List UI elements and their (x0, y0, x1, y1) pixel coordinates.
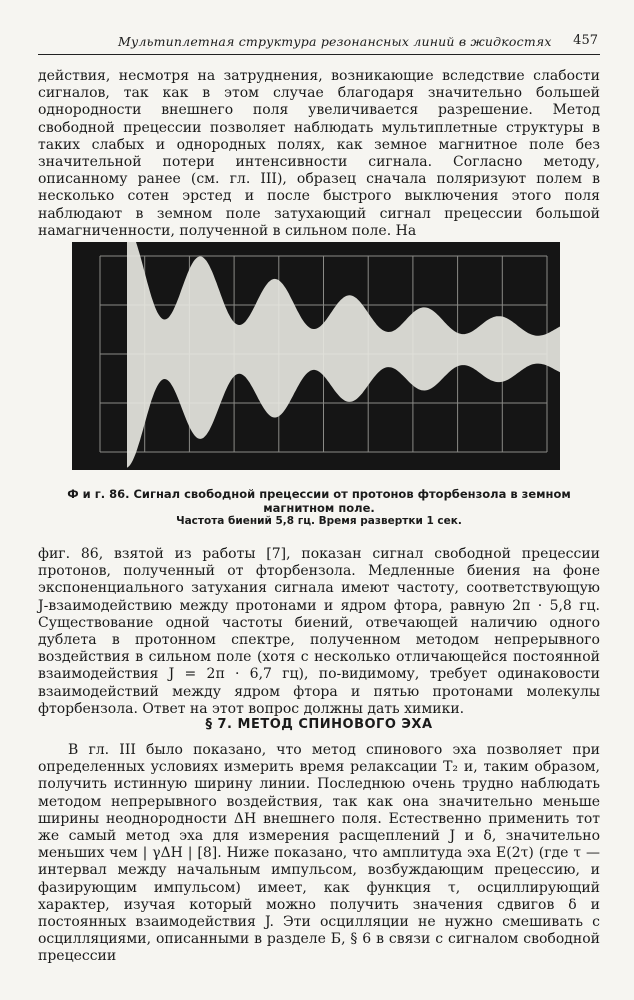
oscillogram (72, 242, 560, 470)
figure-caption-sub: Частота биений 5,8 гц. Время развертки 1 сек. (176, 515, 462, 527)
running-title: Мультиплетная структура резонансных линий в жидкостях (118, 34, 552, 49)
section-title: § 7. МЕТОД СПИНОВОГО ЭХА (205, 717, 433, 732)
oscilloscope-figure (72, 242, 560, 470)
figure-caption: Ф и г. 86. Сигнал свободной прецессии от протонов фторбензола в земном магнитном поле. (67, 487, 571, 515)
paragraph-1: действия, несмотря на затруднения, возникающие вследствие слабости сигналов, так как в этом случае благодаря значительно большей однородности внешнего поля увеличивается разрешение. Метод свободной прецессии позволяет наблюдать мультиплетные структуры в таких слабых и однородных полях, как земное магнитное поле без значительной потери интенсивности сигнала. Согласно методу, описанному ранее (см. гл. III), образец сначала поляризуют полем в несколько сотен эрстед и после быстрого выключения этого поля наблюдают в земном поле затухающий сигнал прецессии большой намагниченности, полученной в сильном поле. На (38, 68, 600, 239)
paragraph-3: В гл. III было показано, что метод спинового эха позволяет при определенных условиях измерить время релаксации T₂ и, таким образом, получить истинную ширину линии. Последнюю очень трудно наблюдать методом непрерывного воздействия, так как она значительно меньше ширины неоднородности ΔH внешнего поля. Естественно применить тот же самый метод эха для измерения расщеплений J и δ, значительно меньших чем | γΔH | [8]. Ниже показано, что амплитуда эха E(2τ) (где τ — интервал между начальным импульсом, возбуждающим прецессию, и фазирующим импульсом) имеет, как функция τ, осциллирующий характер, изучая который можно получить значения сдвигов δ и постоянных взаимодействия J. Эти осцилляции не нужно смешивать с осцилляциями, описанными в разделе Б, § 6 в связи с сигналом свободной прецессии (38, 742, 600, 965)
page-number: 457 (573, 33, 598, 48)
running-header (38, 30, 600, 55)
paragraph-2: фиг. 86, взятой из работы [7], показан сигнал свободной прецессии протонов, полученный от фторбензола. Медленные биения на фоне экспоненциального затухания сигнала имеют частоту, соответствующую J-взаимодействию между протонами и ядром фтора, равную 2π · 5,8 гц. Существование одной частоты биений, отвечающей наличию одного дублета в протонном спектре, полученном методом непрерывного воздействия в сильном поле (хотя с несколько отличающейся постоянной взаимодействия J = 2π · 6,7 гц), по-видимому, требует одинаковости взаимодействий между ядром фтора и пятью протонами молекулы фторбензола. Ответ на этот вопрос должны дать химики. (38, 546, 600, 717)
